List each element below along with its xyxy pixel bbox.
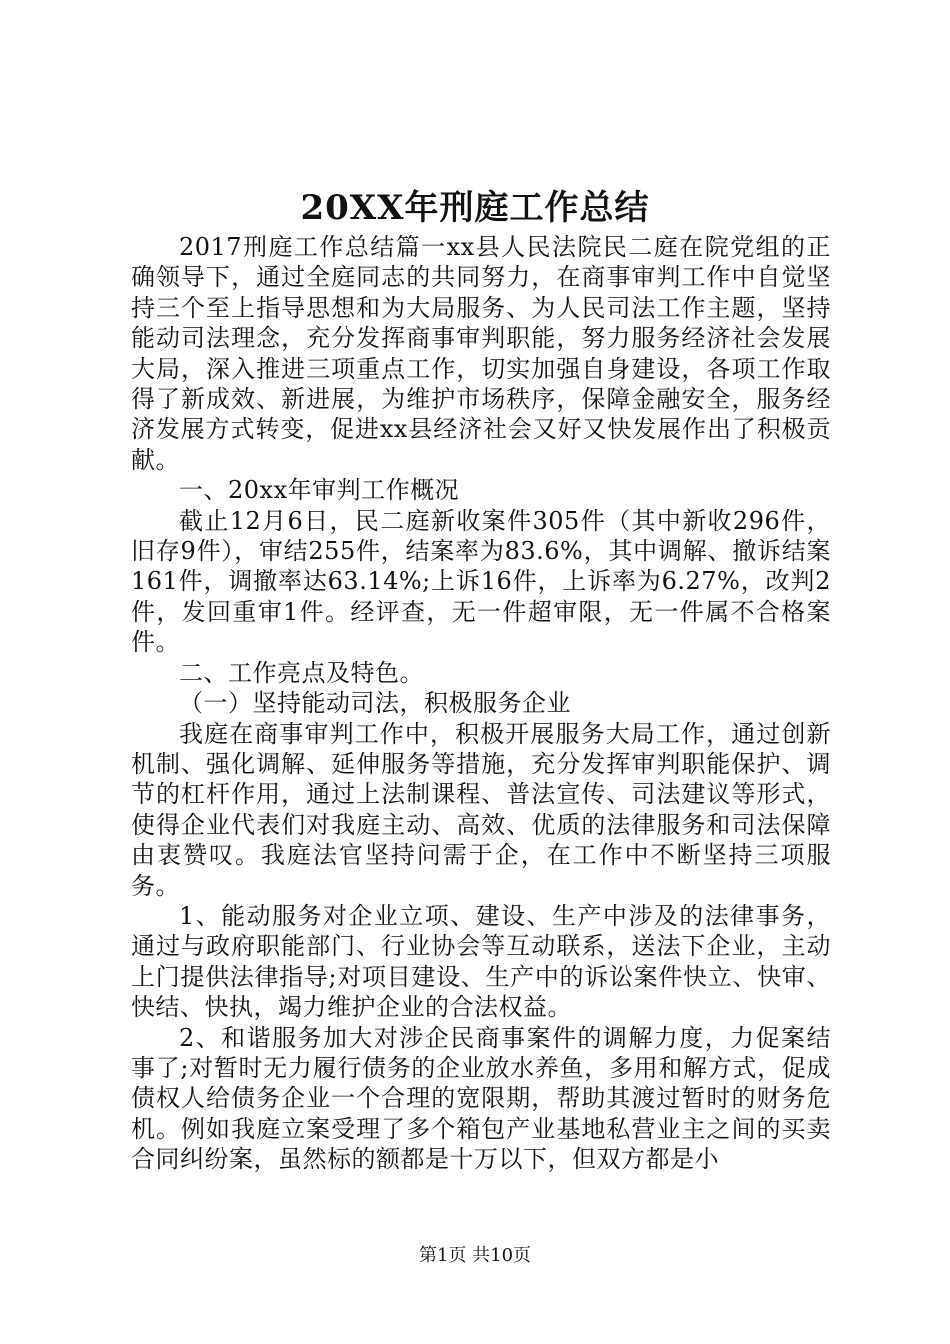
- paragraph-item-2: 2、和谐服务加大对涉企民商事案件的调解力度，力促案结事了;对暂时无力履行债务的企业放水养鱼，多用和解方式，促成债权人给债务企业一个合理的宽限期，帮助其渡过暂时的财务危机。例如我庭立案受理了多个箱包产业基地私营业主之间的买卖合同纠纷案，虽然标的额都是十万以下，但双方都是小: [131, 1023, 831, 1174]
- section-heading-highlights: 二、工作亮点及特色。: [179, 658, 424, 687]
- section-heading-overview: 一、20xx年审判工作概况: [179, 476, 460, 505]
- paragraph-statistics: 截止12月6日，民二庭新收案件305件（其中新收296件，旧存9件），审结255件，结案率为83.6%，其中调解、撤诉结案161件，调撤率达63.14%;上诉16件，上诉率为6.27%，改判2件，发回重审1件。经评查，无一件超审限，无一件属不合格案件。: [131, 506, 831, 657]
- page-footer: 第1页 共10页: [418, 1245, 532, 1266]
- subsection-heading-active-justice: （一）坚持能动司法，积极服务企业: [179, 689, 571, 718]
- paragraph-intro: 2017刑庭工作总结篇一xx县人民法院民二庭在院党组的正确领导下，通过全庭同志的共同努力，在商事审判工作中自觉坚持三个至上指导思想和为大局服务、为人民司法工作主题，坚持能动司法理念，充分发挥商事审判职能，努力服务经济社会发展大局，深入推进三项重点工作，切实加强自身建设，各项工作取得了新成效、新进展，为维护市场秩序，保障金融安全，服务经济发展方式转变，促进xx县经济社会又好又快发展作出了积极贡献。: [131, 233, 831, 474]
- paragraph-service-overview: 我庭在商事审判工作中，积极开展服务大局工作，通过创新机制、强化调解、延伸服务等措施，充分发挥审判职能保护、调节的杠杆作用，通过上法制课程、普法宣传、司法建议等形式，使得企业代表们对我庭主动、高效、优质的法律服务和司法保障由衷赞叹。我庭法官坚持问需于企，在工作中不断坚持三项服务。: [131, 719, 831, 900]
- document-title: 20XX年刑庭工作总结: [300, 188, 650, 228]
- paragraph-item-1: 1、能动服务对企业立项、建设、生产中涉及的法律事务，通过与政府职能部门、行业协会等互动联系，送法下企业，主动上门提供法律指导;对项目建设、生产中的诉讼案件快立、快审、快结、快执，竭力维护企业的合法权益。: [131, 901, 831, 1022]
- document-body: [131, 232, 831, 1175]
